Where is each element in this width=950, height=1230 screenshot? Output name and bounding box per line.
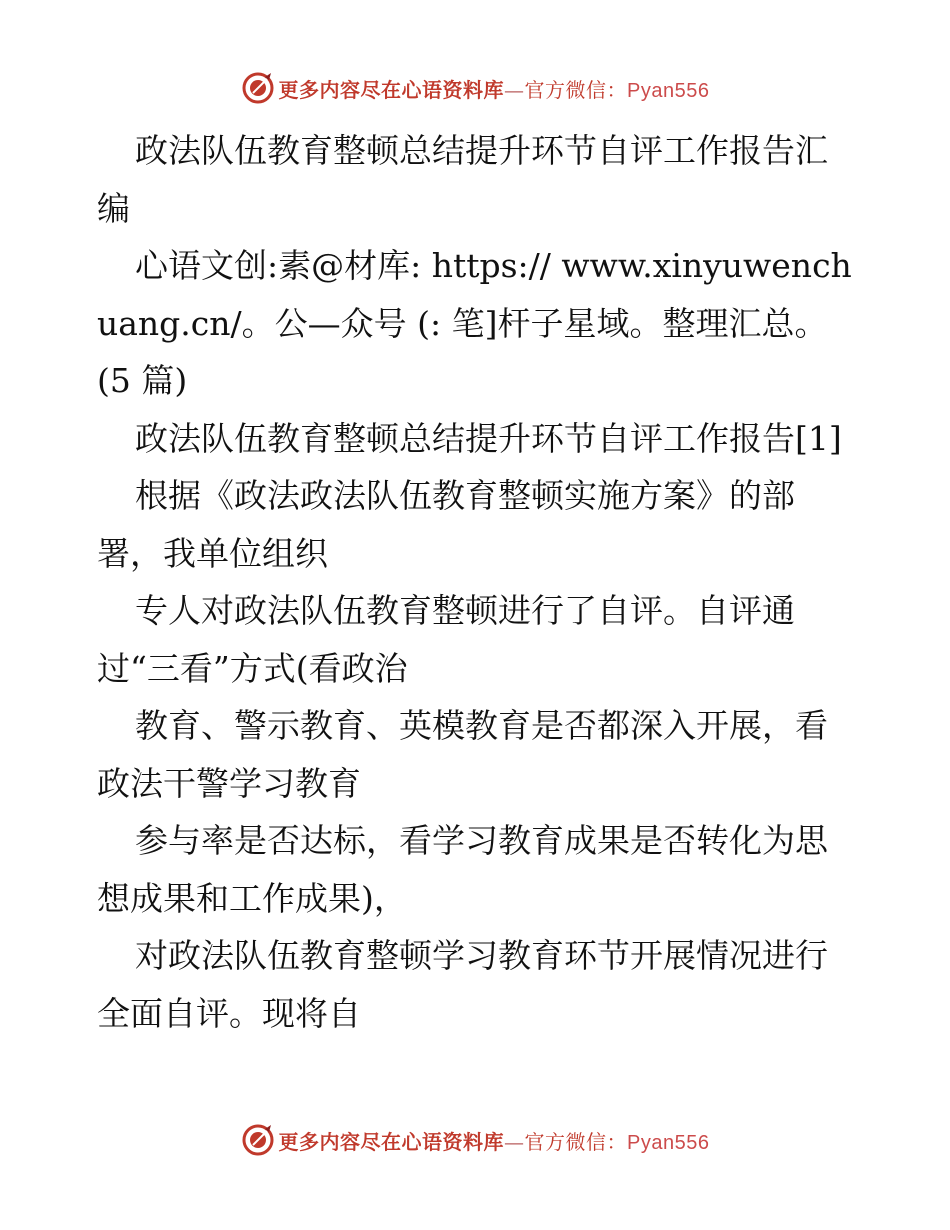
body-paragraph: 教育、警示教育、英模教育是否都深入开展，看政法干警学习教育 — [97, 706, 828, 803]
header-banner — [0, 66, 950, 110]
document-body — [97, 122, 857, 1042]
body-paragraph: 专人对政法队伍教育整顿进行了自评。自评通过“三看”方式(看政治 — [97, 591, 795, 688]
footer-banner-text — [279, 1126, 710, 1155]
pen-logo-icon — [241, 1123, 275, 1157]
section-heading: 政法队伍教育整顿总结提升环节自评工作报告[1] — [135, 418, 842, 458]
banner-wechat-handle: Pyan556 — [627, 1131, 710, 1154]
banner-official-text: 官方微信： — [524, 77, 628, 102]
banner-official-text: 官方微信： — [524, 1129, 628, 1154]
banner-lead-text: 更多内容尽在心语资料库 — [278, 1129, 505, 1154]
pen-logo-icon — [241, 71, 275, 105]
document-title: 政法队伍教育整顿总结提升环节自评工作报告汇编 — [97, 131, 828, 228]
banner-dash: — — [504, 77, 525, 102]
banner-dash: — — [504, 1129, 525, 1154]
footer-banner — [0, 1118, 950, 1162]
header-banner-inner — [241, 71, 710, 105]
body-paragraph: 对政法队伍教育整顿学习教育环节开展情况进行全面自评。现将自 — [97, 936, 828, 1033]
banner-wechat-handle: Pyan556 — [627, 79, 710, 102]
banner-lead-text: 更多内容尽在心语资料库 — [278, 77, 505, 102]
footer-banner-inner — [241, 1123, 710, 1157]
source-note: 心语文创:素@材库: https:// www.xinyuwenchuang.cn/。公—众号 (: 笔]杆子星域。整理汇总。(5 篇) — [97, 246, 852, 400]
body-paragraph: 根据《政法政法队伍教育整顿实施方案》的部署，我单位组织 — [97, 476, 795, 573]
header-banner-text — [279, 74, 710, 103]
body-paragraph: 参与率是否达标，看学习教育成果是否转化为思想成果和工作成果)， — [97, 821, 828, 918]
